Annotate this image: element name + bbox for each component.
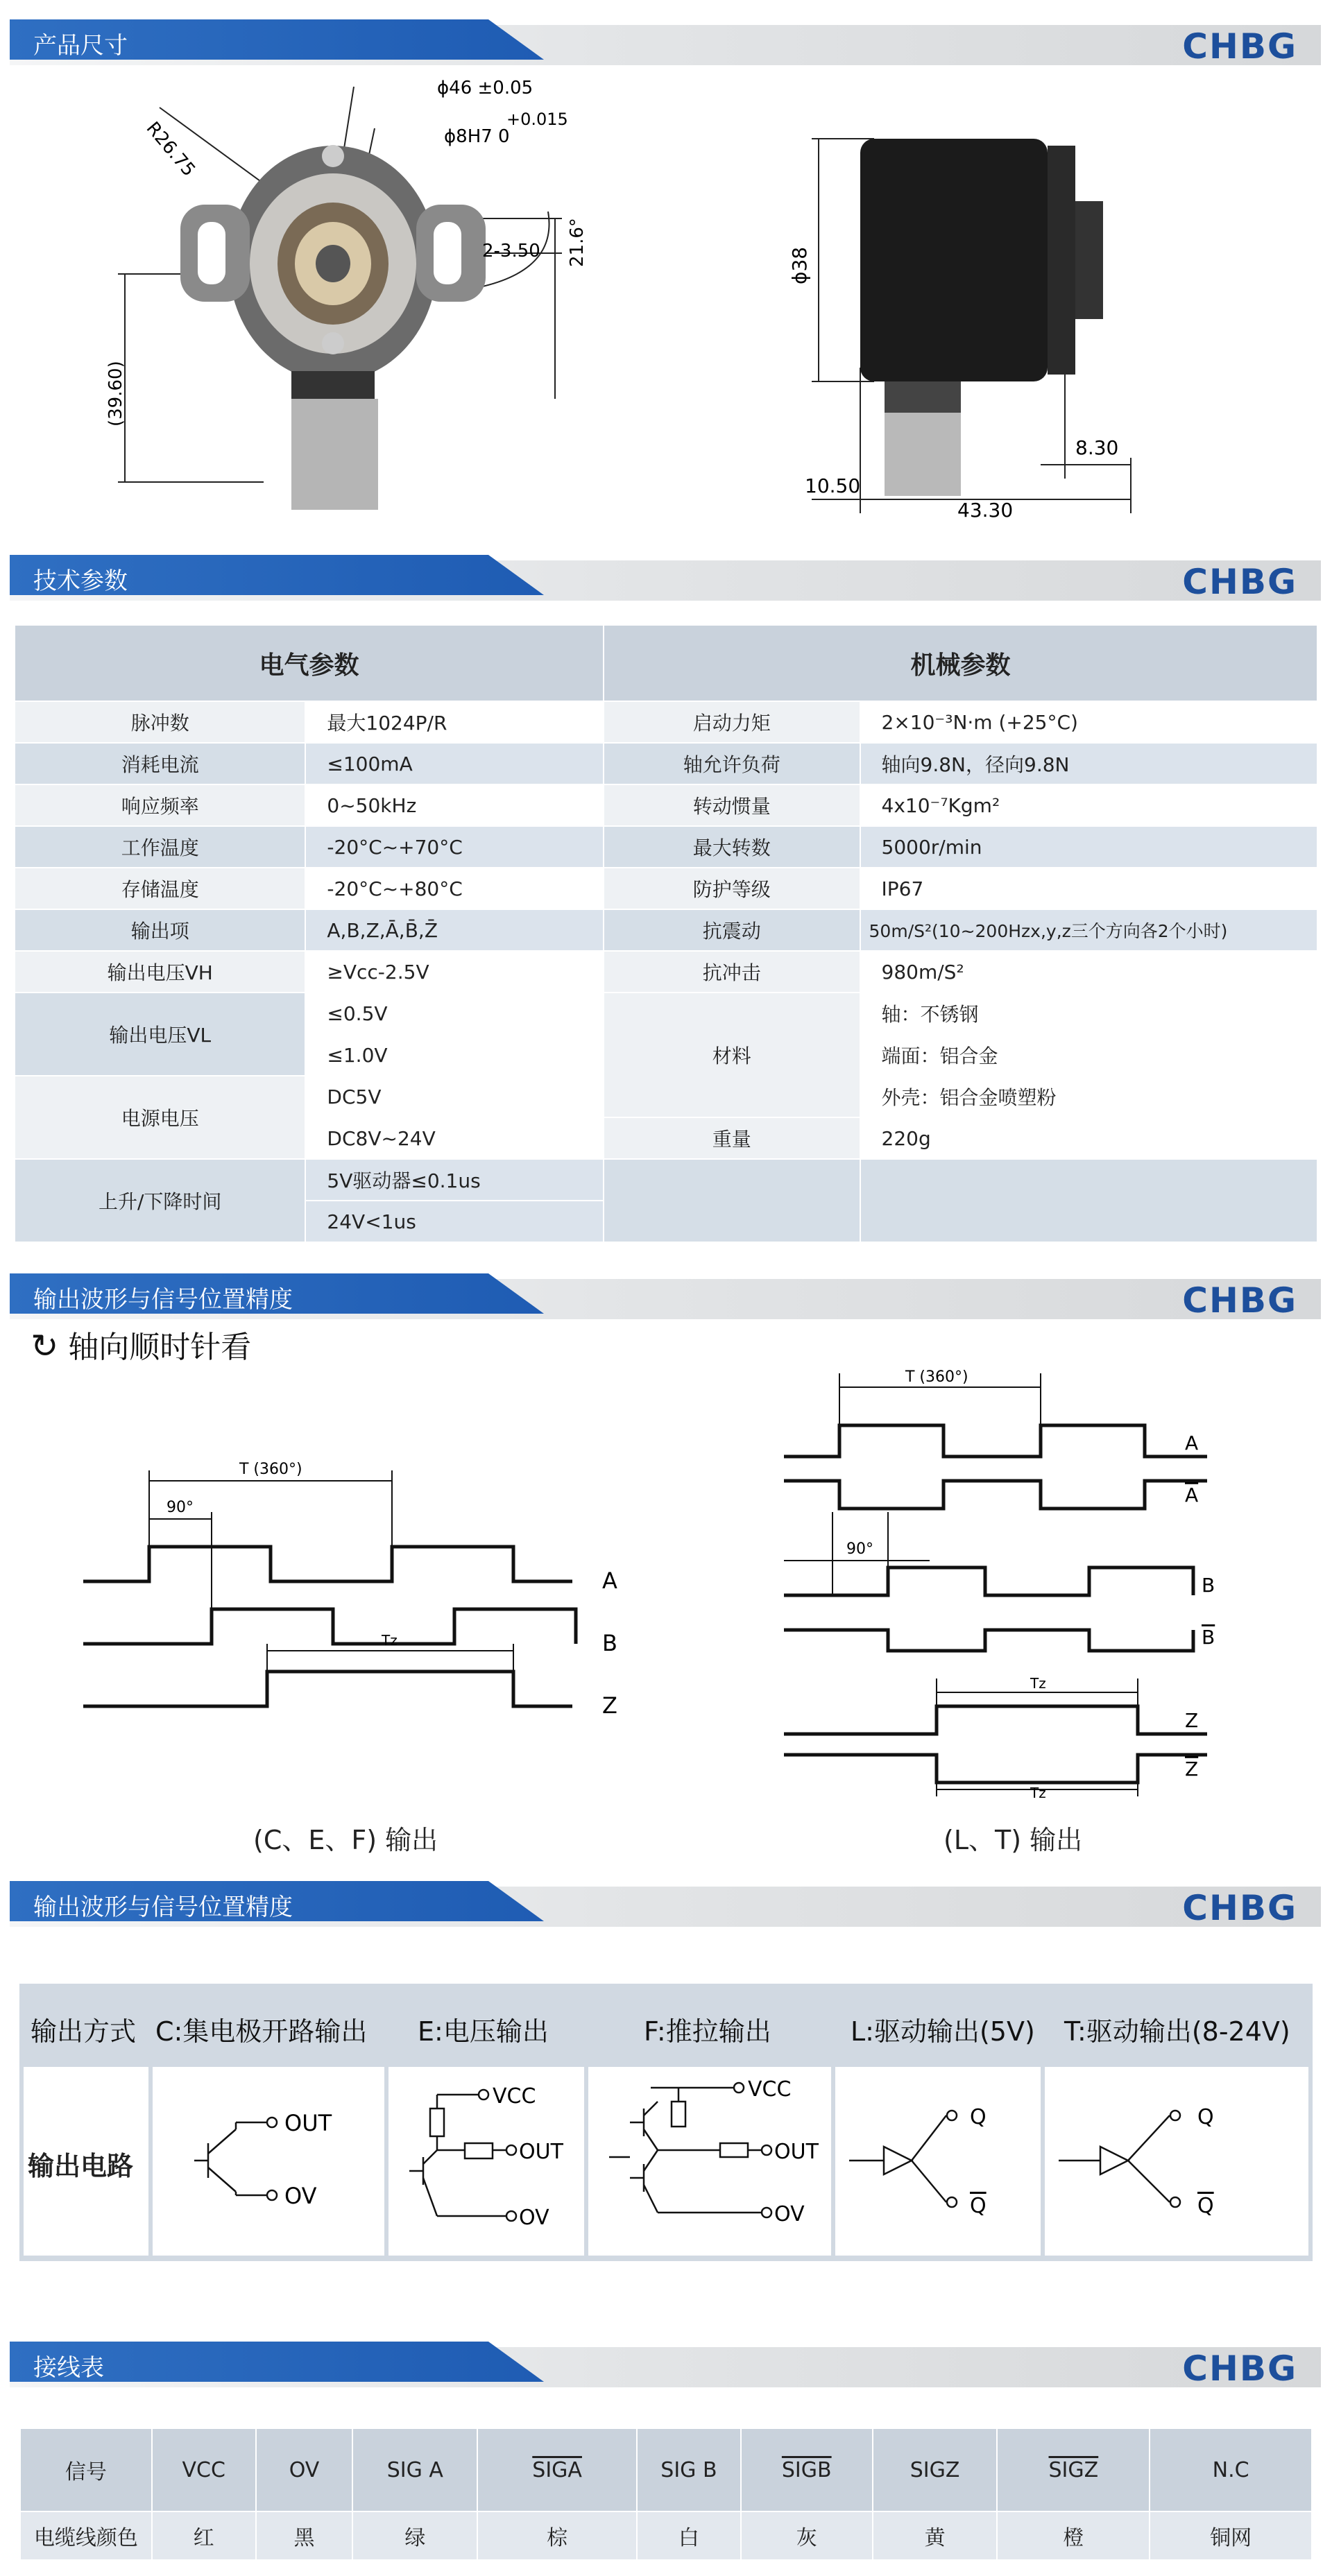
brand-logo: CHBG: [1182, 1888, 1297, 1928]
out-label: OUT: [774, 2140, 819, 2164]
blank-cell: [604, 1159, 860, 1242]
dim-d46: ϕ46 ±0.05: [437, 78, 533, 98]
circuit-l: [835, 2067, 1041, 2256]
elec-label: 工作温度: [15, 826, 305, 868]
mech-label: 轴允许负荷: [604, 743, 860, 784]
wiring-table: [19, 2428, 1313, 2561]
dim-1050: 10.50: [805, 474, 861, 497]
dim-angle: 21.6°: [567, 218, 588, 267]
material-value: 轴：不锈钢: [860, 993, 1317, 1034]
wiring-header: SIGB: [741, 2428, 873, 2511]
mech-value: 5000r/min: [860, 826, 1317, 868]
rise-value: 24V<1us: [305, 1201, 604, 1242]
mech-label: 转动惯量: [604, 784, 860, 826]
mech-value: IP67: [860, 868, 1317, 909]
wiring-header: N.C: [1150, 2428, 1312, 2511]
circuit-f-diagram: [588, 2067, 831, 2256]
wiring-cell: 黄: [873, 2511, 998, 2560]
circuit-label-cell: [24, 2067, 148, 2256]
wiring-header: SIGZ: [997, 2428, 1150, 2511]
mode-l: L:驱动输出(5V): [851, 2016, 1035, 2047]
elec-header: 电气参数: [15, 625, 604, 701]
out-label: OUT: [284, 2110, 332, 2136]
elec-value: 最大1024P/R: [305, 701, 604, 743]
section-title: 输出波形与信号位置精度: [33, 1894, 293, 1921]
circuit-e-diagram: [388, 2067, 584, 2256]
wiring-color-row: [20, 2511, 1312, 2560]
circuit-label: 输出电路: [28, 2151, 134, 2181]
wiring-header: SIGA: [477, 2428, 637, 2511]
circuit-l-diagram: [835, 2067, 1041, 2256]
wiring-cell: 白: [637, 2511, 741, 2560]
elec-label: 输出项: [15, 909, 305, 951]
rise-value: 5V驱动器≤0.1us: [305, 1159, 604, 1201]
elec-value: -20°C~+70°C: [305, 826, 604, 868]
elec-label: 输出电压VH: [15, 951, 305, 993]
period-label: T (360°): [905, 1368, 968, 1386]
dim-slot: 2-3.50: [482, 241, 540, 261]
wiring-cell: 橙: [997, 2511, 1150, 2560]
wiring-header: VCC: [152, 2428, 256, 2511]
tz-label: Tz: [1030, 1675, 1046, 1692]
elec-value: 0~50kHz: [305, 784, 604, 826]
rotation-text: 轴向顺时针看: [68, 1330, 252, 1365]
signal-b: B: [602, 1630, 617, 1656]
elec-value: -20°C~+80°C: [305, 868, 604, 909]
q-label: Q: [1197, 2105, 1214, 2129]
section-title: 产品尺寸: [33, 32, 128, 60]
rotation-note: [31, 1322, 251, 1366]
mode-f: F:推拉输出: [644, 2016, 771, 2047]
wiring-header: SIGZ: [873, 2428, 998, 2511]
material-value: 端面：铝合金: [860, 1034, 1317, 1076]
dim-r: R26.75: [142, 118, 200, 181]
power-value: DC8V~24V: [305, 1117, 604, 1159]
vcc-label: VCC: [748, 2077, 792, 2102]
tech-params-table: [14, 624, 1318, 1243]
period-label: T (360°): [239, 1461, 302, 1478]
circuit-c: [153, 2067, 384, 2256]
dim-tol: +0.015: [506, 110, 568, 129]
waveform-right: [777, 1359, 1276, 1803]
dim-830: 8.30: [1075, 436, 1119, 459]
section-header-tech: [10, 555, 1321, 601]
section-title: 技术参数: [33, 567, 128, 595]
wiring-cell: 红: [152, 2511, 256, 2560]
qbar-label: Q: [1197, 2194, 1214, 2218]
weight-label: 重量: [604, 1117, 860, 1159]
ov-label: OV: [519, 2206, 549, 2230]
elec-value: A,B,Z,Ā,B̄,Z̄: [305, 909, 604, 951]
out-label: OUT: [519, 2140, 563, 2164]
brand-logo: CHBG: [1182, 562, 1297, 602]
mech-label: 最大转数: [604, 826, 860, 868]
phase-label: 90°: [166, 1499, 194, 1516]
vcc-label: VCC: [493, 2084, 536, 2109]
weight-value: 220g: [860, 1117, 1317, 1159]
circuit-c-diagram: [153, 2067, 384, 2256]
mode-label: 输出方式: [31, 2016, 137, 2047]
mech-value: 2×10⁻³N·m (+25°C): [860, 701, 1317, 743]
blank-cell: [860, 1159, 1317, 1242]
elec-label: 消耗电流: [15, 743, 305, 784]
brand-logo: CHBG: [1182, 1280, 1297, 1321]
elec-label: 存储温度: [15, 868, 305, 909]
mech-label: 启动力矩: [604, 701, 860, 743]
mech-value: 轴向9.8N，径向9.8N: [860, 743, 1317, 784]
left-caption: (C、E、F) 输出: [253, 1825, 438, 1855]
elec-label: 响应频率: [15, 784, 305, 826]
mech-label: 抗冲击: [604, 951, 860, 993]
dim-height: (39.60): [105, 361, 126, 427]
signal-z: Z: [1185, 1709, 1199, 1732]
mode-t: T:驱动输出(8-24V): [1064, 2016, 1290, 2047]
ov-label: OV: [774, 2202, 805, 2226]
dim-4330: 43.30: [957, 499, 1014, 522]
power-value: DC5V: [305, 1076, 604, 1117]
section-title: 接线表: [33, 2354, 104, 2382]
material-label: 材料: [604, 993, 860, 1117]
output-modes-row: [19, 1984, 1313, 2061]
wiring-cell: 黑: [256, 2511, 353, 2560]
signal-zbar: Z: [1185, 1758, 1199, 1780]
signal-z: Z: [602, 1692, 617, 1719]
elec-value: ≤100mA: [305, 743, 604, 784]
mech-value: 980m/S²: [860, 951, 1317, 993]
mode-e: E:电压输出: [418, 2016, 549, 2047]
output-circuits: [19, 1984, 1313, 2261]
section-header-waveform: [10, 1273, 1321, 1319]
mech-value: 50m/S²(10~200Hzx,y,z三个方向各2个小时): [860, 909, 1317, 951]
mech-value: 4x10⁻⁷Kgm²: [860, 784, 1317, 826]
signal-a: A: [602, 1568, 617, 1594]
wiring-header: SIG A: [352, 2428, 477, 2511]
circuit-t-diagram: [1045, 2067, 1308, 2256]
dimension-drawing-front: [104, 66, 631, 510]
waveform-left: [76, 1443, 645, 1873]
section-header-dimensions: [10, 19, 1321, 65]
dimension-drawing-side: [788, 125, 1221, 522]
signal-abar: A: [1185, 1484, 1199, 1506]
mode-c: C:集电极开路输出: [155, 2016, 368, 2047]
dim-d8: ϕ8H7 0: [444, 126, 510, 147]
vl-value: ≤0.5V: [305, 993, 604, 1034]
ov-label: OV: [284, 2183, 317, 2209]
brand-logo: CHBG: [1182, 2349, 1297, 2389]
wiring-header-row: [20, 2428, 1312, 2511]
wiring-cell: 电缆线颜色: [20, 2511, 152, 2560]
elec-value: ≥Vcc-2.5V: [305, 951, 604, 993]
wiring-cell: 灰: [741, 2511, 873, 2560]
signal-b: B: [1202, 1574, 1215, 1597]
wiring-header: OV: [256, 2428, 353, 2511]
wiring-header: 信号: [20, 2428, 152, 2511]
clockwise-icon: ↻: [31, 1327, 59, 1366]
phase-label: 90°: [846, 1540, 873, 1558]
circuit-t: [1045, 2067, 1308, 2256]
brand-logo: CHBG: [1182, 26, 1297, 67]
section-title: 输出波形与信号位置精度: [33, 1286, 293, 1314]
wiring-cell: 绿: [352, 2511, 477, 2560]
section-header-circuits: [10, 1881, 1321, 1927]
wiring-cell: 棕: [477, 2511, 637, 2560]
mech-label: 防护等级: [604, 868, 860, 909]
elec-label: 脉冲数: [15, 701, 305, 743]
circuit-e: [388, 2067, 584, 2256]
circuit-f: [588, 2067, 831, 2256]
power-label: 电源电压: [15, 1076, 305, 1159]
material-value: 外壳：铝合金喷塑粉: [860, 1076, 1317, 1117]
mech-label: 抗震动: [604, 909, 860, 951]
rise-label: 上升/下降时间: [15, 1159, 305, 1242]
tz-label: Tz: [382, 1632, 398, 1649]
vl-value: ≤1.0V: [305, 1034, 604, 1076]
signal-bbar: B: [1202, 1626, 1215, 1649]
right-caption: (L、T) 输出: [944, 1825, 1083, 1855]
section-header-wiring: [10, 2342, 1321, 2387]
vl-label: 输出电压VL: [15, 993, 305, 1076]
wiring-cell: 铜网: [1150, 2511, 1312, 2560]
tz-label: Tz: [1030, 1785, 1046, 1801]
signal-a: A: [1185, 1432, 1199, 1454]
dim-d38: ϕ38: [788, 246, 811, 284]
wiring-header: SIG B: [637, 2428, 741, 2511]
mech-header: 机械参数: [604, 625, 1317, 701]
q-label: Q: [970, 2105, 987, 2129]
qbar-label: Q: [970, 2194, 987, 2218]
